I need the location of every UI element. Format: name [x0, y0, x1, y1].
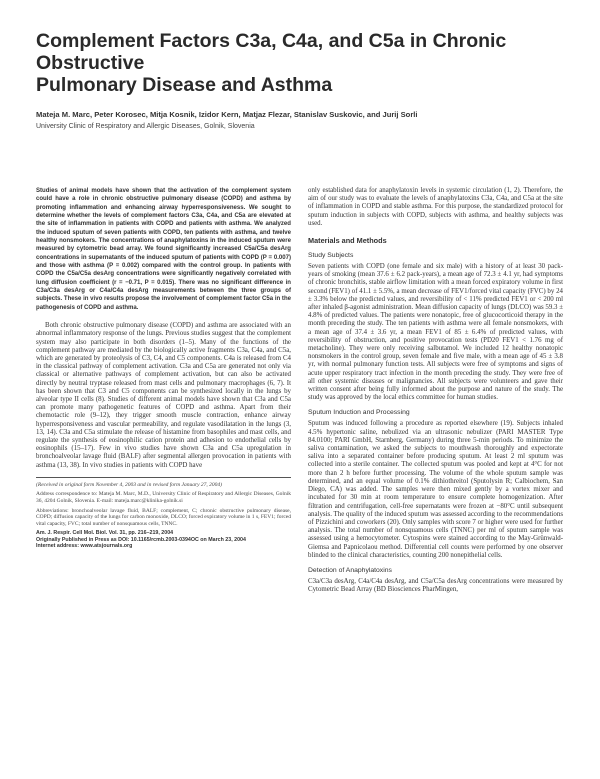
received-note: (Received in original form November 4, 2003 and in revised form January 27, 2004): [36, 481, 222, 488]
internet-address: Internet address: www.atsjournals.org: [36, 543, 133, 550]
abstract: Studies of animal models have shown that the activation of the complement system could have a role in chronic obstructive pulmonary disease (COPD) and asthma by promoting inflammation and enhancing airway hyperresponsiveness. We sought to determine whether the levels of complement factors C3a, C4a, and C5a are elevated at the site of inflammation in patients with COPD and patients with asthma. We analyzed the induced sputum of seven patients with COPD, ten patients with asthma, and twelve healthy nonsmokers. The concentrations of anaphylatoxins in the induced sputum were measured by cytometric bead array. We found significantly increased C5a/C5a desArg concentrations in supernatants of the induced sputum of patients with COPD (P = 0.007) and those with asthma (P = 0.002) compared with the control group. In patients with COPD the C5a/C5a desArg concentrations were significantly negatively correlated with lung diffusion coefficient (r = −0.71, P = 0.015). There was no significant difference in C3a/C3a desArg or C4a/C4a desArg measurements between the three groups of subjects. These in vivo results propose the involvement of complement factor C5a in the pathogenesis of COPD and asthma.: [36, 188, 291, 311]
article-title: [36, 30, 566, 96]
title-line-1: Complement Factors C3a, C4a, and C5a in Chronic Obstructive: [36, 30, 507, 74]
intro-paragraph: Both chronic obstructive pulmonary disease (COPD) and asthma are associated with an abnormal inflammatory response of the lungs. Previous studies suggest that the complement system may also participate in both disorders (1–5). Many of the functions of the complement pathway are mediated by the biologically active fragments C3a, C4a, and C5a, which are generated by proteolysis of C3, C4, and C5 components. C4a is released from C4 in the classical pathway of complement activation. C3a and C5a are generated not only via classical or alternative pathways of complement activation, but can also be activated directly by neutral tryptase released from mast cells and pulmonary macrophages (6, 7). It has been shown that C3 and C5 components can be synthesized locally in the lungs by alveolar type II cells (8). Studies of different animal models have shown that C3a and C5a can promote many pathogenetic features of COPD and asthma. Apart from their chemotactic role (9–12), they trigger smooth muscle contraction, enhance airway hyperresponsiveness and vascular permeability, and regulate vasodilatation in the lungs (3, 13, 14). C3a and C5a stimulate the release of histamine from basophiles and mast cells, and regulate the synthesis of eosinophilic cation protein and adhesion to endothelial cells by eosinophils (15–17). Few in vivo studies have shown C3a and C5a upregulation in bronchoalveolar lavage fluid (BALF) after segmental allergen provocation in patients with asthma (13, 38). In vivo studies in patients with COPD have: [36, 322, 291, 469]
author-list: Mateja M. Marc, Peter Korosec, Mitja Kosnik, Izidor Kern, Matjaz Flezar, Stanislav Suskovic, and Jurij Sorli: [36, 110, 418, 119]
affiliation: University Clinic of Respiratory and Allergic Diseases, Golnik, Slovenia: [36, 123, 255, 130]
article-page: [36, 30, 566, 594]
study-subjects-text: Seven patients with COPD (one female and six male) with a history of at least 30 pack-years of smoking (mean 37.6 ± 6.2 pack-years), a mean age of 72.3 ± 4.1 yr, had symptoms of chronic bronchitis, stable airflow limitation with a mean forced expiratory volume in first second (FEV1) of 41.1 ± 5.5%, a mean decrease of FEV1/forced vital capacity (FVC) by 24 ± 3.3% below the predicted values, and reversibility of < 11% predicted FEV1 or < 200 ml after inhaled β-agonist administration. Mean diffusion capacity of lungs (DLCO) was 59.3 ± 4.8% of predicted values. The patients were nonatopic, free of glucocorticoid therapy in the month preceding the study. The ten patients with asthma were all female nonsmokers, with a mean age of 37.4 ± 3.6 yr, a mean FEV1 of 85 ± 6.4% of predicted values, with reversibility of obstruction, and positive provocation tests (PD20 FEV1 < 1.76 mg of metacholine). They were only receiving salbutamol. We included 12 healthy nonatopic nonsmokers in the control group, seven female and five male, with a mean age of 45 ± 3.8 yr, with normal pulmonary function tests. All subjects were free of symptoms and signs of acute upper respiratory tract infection in the month preceding the study. They were free of all other systemic diseases or malignancies. All subjects were volunteers and gave their written consent after being fully informed about the purpose and nature of the study. The study was approved by the local ethics committee for human studies.: [308, 263, 563, 402]
detection-heading: Detection of Anaphylatoxins: [308, 566, 392, 574]
sputum-heading: Sputum Induction and Processing: [308, 409, 410, 417]
abbreviations-note: Abbreviations: bronchoalveolar lavage fluid, BALF; complement, C; chronic obstructive pulmonary disease, COPD; diffusion capacity of the lungs for carbon monoxide, DLCO; forced expiratory volume in 1 s, FEV1; forced vital capacity, FVC; total number of nonsquamous cells, TNNC.: [36, 507, 291, 527]
title-line-2: Pulmonary Disease and Asthma: [36, 74, 333, 96]
left-column: [36, 187, 291, 550]
correspondence-note: Address correspondence to: Mateja M. Marc, M.D., University Clinic of Respiratory and Allergic Diseases, Golnik 36, 4204 Golnik, Slovenia. E-mail: mateja.marc@klinika-golnik.si: [36, 491, 291, 504]
study-subjects-heading: Study Subjects: [308, 252, 354, 260]
right-column: [308, 187, 563, 600]
methods-heading: Materials and Methods: [308, 236, 387, 246]
sputum-text: Sputum was induced following a procedure as reported elsewhere (19). Subjects inhaled 4.5% hypertonic saline, nebulized via an ultrasonic nebulizer (PARI MASTER Type 84.0100; PARI GmbH, Starnberg, Germany) during three 5-min periods. To minimize the saliva contamination, we asked the subjects to mouthwash thoroughly and expectorate saliva into a separated container before producing sputum. At least 2 ml sputum was collected into a sterile container. The collected sputum was pooled and kept at 4°C for not more than 2 h before further processing. The volume of the whole sputum sample was determined, and an equal volume of 0.1% dithiothreitol (Sputolysin R; Calbiochem, San Diego, CA) was added. The samples were then mixed gently by a vortex mixer and incubated for 30 min at room temperature to ensure complete homogenization. After filtration and centrifugation, cell-free supernatants were frozen at −80°C until subsequent analysis. The quality of the induced sputum was assessed according to the recommendations of Pizzichini and coworkers (20). Only samples with score 7 or higher were used for further analysis. The total number of nonsquamous cells (TNNC) per ml of sputum sample was assessed using a hemocytometer. Cytospins were stained according to the May-Grünwald-Giemsa and Papnicolaou method. Differential cell counts were performed by one observer blinded to the clinical characteristics, counting 200 nonepithelial cells.: [308, 420, 563, 559]
footnote-divider: [36, 477, 291, 478]
intro-continuation: only established data for anaphylatoxin levels in systemic circulation (1, 2). Therefore, the aim of our study was to evaluate the levels of anaphylatoxins C3a, C4a, and C5a at the site of inflammation in COPD and stable asthma. For this purpose, the standardized protocol for sputum induction in subjects with COPD, subjects with asthma, and healthy subjects was used.: [308, 187, 563, 227]
journal-citation: Am. J. Respir. Cell Mol. Biol. Vol. 31, pp. 216–219, 2004: [36, 530, 174, 537]
doi-line: Originally Published in Press as DOI: 10.1165/rcmb.2003-0394OC on March 23, 2004: [36, 536, 246, 543]
detection-text: C3a/C3a desArg, C4a/C4a desArg, and C5a/C5a desArg concentrations were measured by Cytometric Bead Array (BD Biosciences PharMingen,: [308, 577, 563, 594]
